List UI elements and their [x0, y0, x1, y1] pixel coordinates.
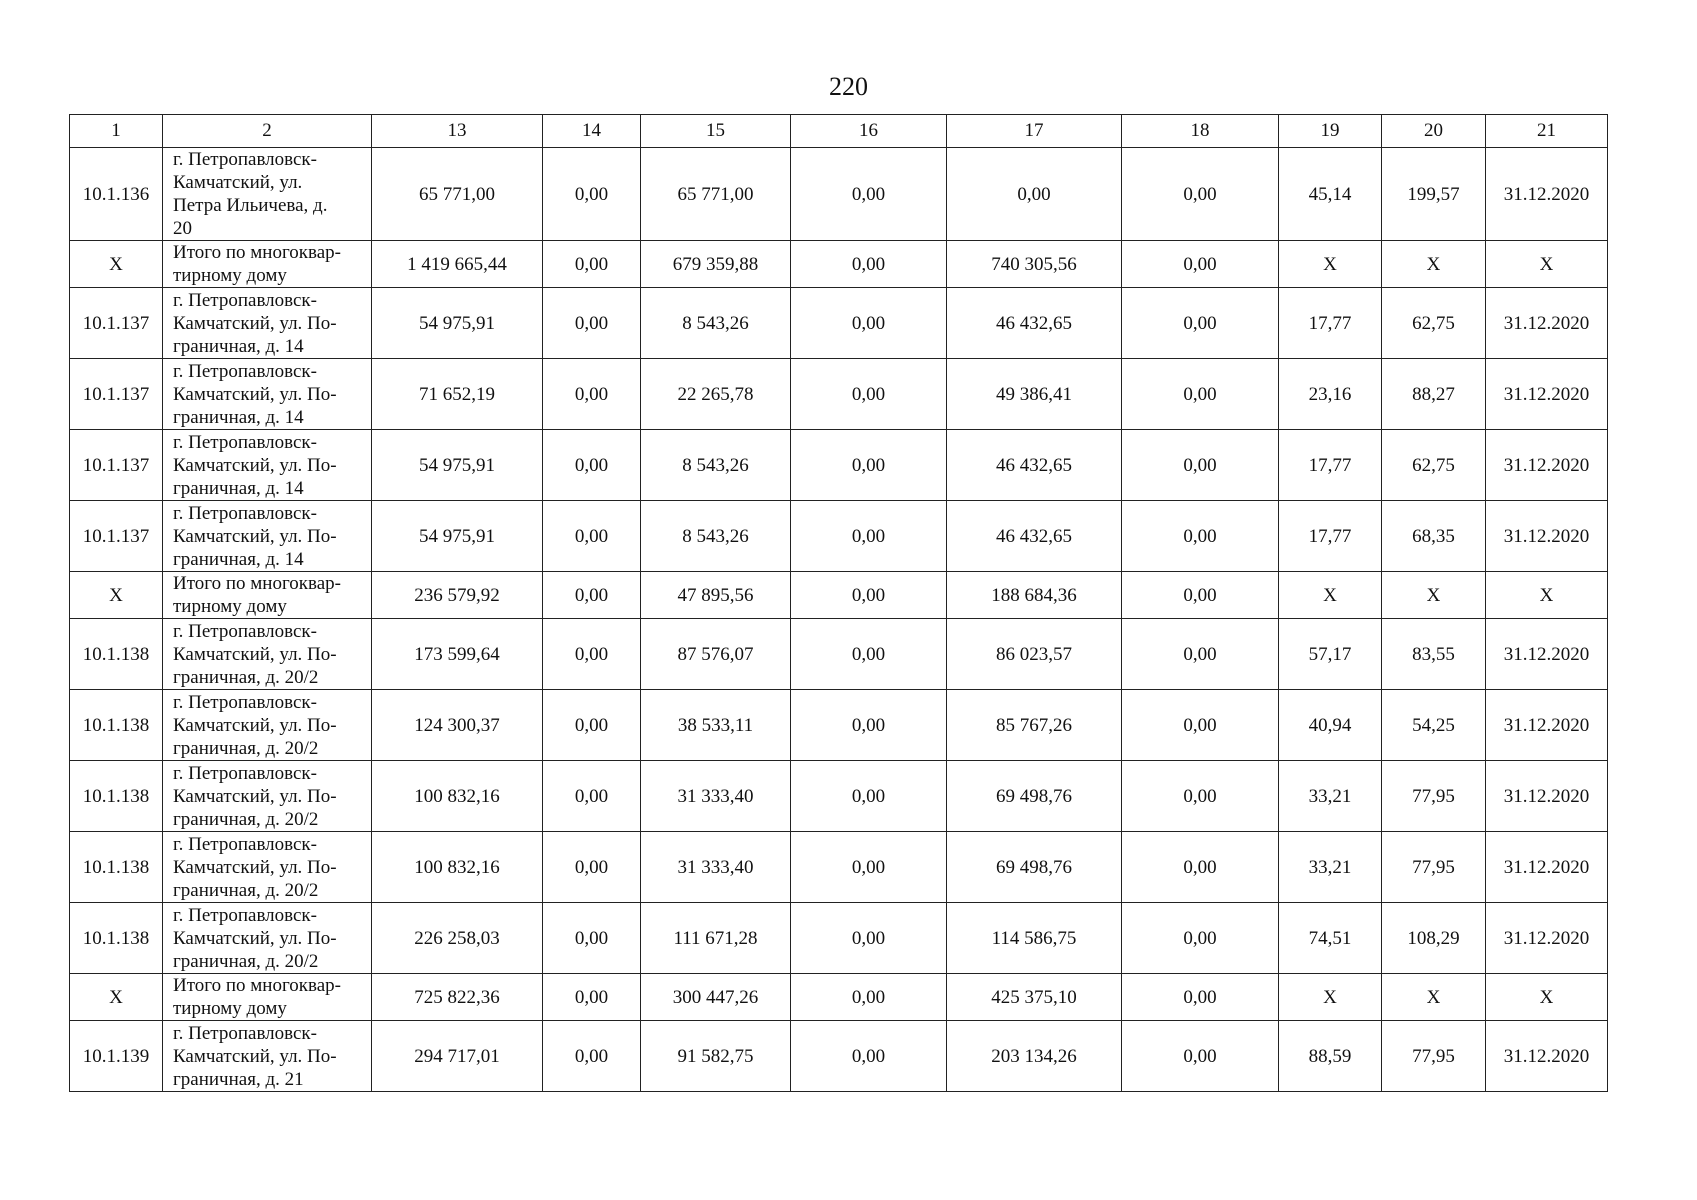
row-number-cell: 10.1.137	[70, 501, 163, 572]
row-number-cell: 10.1.139	[70, 1021, 163, 1092]
col15-value-cell: 111 671,28	[641, 903, 791, 974]
col15-value-cell: 38 533,11	[641, 690, 791, 761]
deadline-date-cell: 31.12.2020	[1486, 619, 1608, 690]
col17-value-cell: 69 498,76	[947, 832, 1122, 903]
address-cell: г. Петропавловск- Камчатский, ул. По- граничная, д. 21	[163, 1021, 372, 1092]
table-row	[70, 501, 1608, 572]
col16-value-cell: 0,00	[791, 288, 947, 359]
col17-value-cell: 740 305,56	[947, 241, 1122, 288]
col17-value-cell: 114 586,75	[947, 903, 1122, 974]
row-number-cell: 10.1.138	[70, 903, 163, 974]
row-number-cell: 10.1.137	[70, 430, 163, 501]
col14-value-cell: 0,00	[543, 572, 641, 619]
col19-value-cell: 17,77	[1279, 501, 1382, 572]
col18-value-cell: 0,00	[1122, 501, 1279, 572]
col13-value-cell: 71 652,19	[372, 359, 543, 430]
address-cell: г. Петропавловск- Камчатский, ул. По- граничная, д. 20/2	[163, 832, 372, 903]
column-header: 19	[1279, 115, 1382, 148]
address-cell: г. Петропавловск- Камчатский, ул. По- граничная, д. 14	[163, 501, 372, 572]
col14-value-cell: 0,00	[543, 1021, 641, 1092]
col20-value-cell: 77,95	[1382, 1021, 1486, 1092]
col13-value-cell: 65 771,00	[372, 148, 543, 241]
table-body	[70, 115, 1608, 1092]
table-row	[70, 832, 1608, 903]
col16-value-cell: 0,00	[791, 241, 947, 288]
column-header: 18	[1122, 115, 1279, 148]
deadline-date-cell: 31.12.2020	[1486, 288, 1608, 359]
col19-value-cell: 33,21	[1279, 832, 1382, 903]
deadline-date-cell: 31.12.2020	[1486, 690, 1608, 761]
col19-value-cell: 33,21	[1279, 761, 1382, 832]
deadline-date-cell: X	[1486, 974, 1608, 1021]
col16-value-cell: 0,00	[791, 761, 947, 832]
table-row	[70, 1021, 1608, 1092]
col19-value-cell: 57,17	[1279, 619, 1382, 690]
deadline-date-cell: 31.12.2020	[1486, 832, 1608, 903]
table-row	[70, 619, 1608, 690]
col16-value-cell: 0,00	[791, 974, 947, 1021]
address-cell: г. Петропавловск- Камчатский, ул. По- граничная, д. 14	[163, 359, 372, 430]
col16-value-cell: 0,00	[791, 619, 947, 690]
col14-value-cell: 0,00	[543, 430, 641, 501]
col16-value-cell: 0,00	[791, 501, 947, 572]
column-header: 15	[641, 115, 791, 148]
col20-value-cell: 62,75	[1382, 288, 1486, 359]
col18-value-cell: 0,00	[1122, 288, 1279, 359]
column-header: 1	[70, 115, 163, 148]
table-row	[70, 690, 1608, 761]
address-cell: Итого по многоквар- тирному дому	[163, 974, 372, 1021]
col15-value-cell: 679 359,88	[641, 241, 791, 288]
col15-value-cell: 8 543,26	[641, 430, 791, 501]
col16-value-cell: 0,00	[791, 359, 947, 430]
col20-value-cell: 88,27	[1382, 359, 1486, 430]
col20-value-cell: 199,57	[1382, 148, 1486, 241]
col13-value-cell: 100 832,16	[372, 832, 543, 903]
col18-value-cell: 0,00	[1122, 430, 1279, 501]
column-header: 14	[543, 115, 641, 148]
column-header: 16	[791, 115, 947, 148]
col18-value-cell: 0,00	[1122, 974, 1279, 1021]
address-cell: г. Петропавловск- Камчатский, ул. По- граничная, д. 14	[163, 430, 372, 501]
table-row	[70, 288, 1608, 359]
address-cell: г. Петропавловск- Камчатский, ул. По- граничная, д. 20/2	[163, 690, 372, 761]
col14-value-cell: 0,00	[543, 241, 641, 288]
col20-value-cell: 68,35	[1382, 501, 1486, 572]
col17-value-cell: 203 134,26	[947, 1021, 1122, 1092]
deadline-date-cell: 31.12.2020	[1486, 430, 1608, 501]
col17-value-cell: 425 375,10	[947, 974, 1122, 1021]
column-header: 17	[947, 115, 1122, 148]
col13-value-cell: 54 975,91	[372, 430, 543, 501]
table-row	[70, 761, 1608, 832]
col20-value-cell: 62,75	[1382, 430, 1486, 501]
col15-value-cell: 8 543,26	[641, 501, 791, 572]
col13-value-cell: 226 258,03	[372, 903, 543, 974]
col16-value-cell: 0,00	[791, 690, 947, 761]
col18-value-cell: 0,00	[1122, 359, 1279, 430]
address-cell: г. Петропавловск- Камчатский, ул. Петра Ильичева, д. 20	[163, 148, 372, 241]
col14-value-cell: 0,00	[543, 974, 641, 1021]
row-number-cell: 10.1.137	[70, 359, 163, 430]
col19-value-cell: 23,16	[1279, 359, 1382, 430]
col13-value-cell: 54 975,91	[372, 501, 543, 572]
col19-value-cell: X	[1279, 974, 1382, 1021]
col17-value-cell: 0,00	[947, 148, 1122, 241]
col13-value-cell: 236 579,92	[372, 572, 543, 619]
col14-value-cell: 0,00	[543, 501, 641, 572]
row-number-cell: 10.1.138	[70, 761, 163, 832]
col13-value-cell: 294 717,01	[372, 1021, 543, 1092]
page-number: 220	[829, 72, 868, 101]
row-number-cell: X	[70, 572, 163, 619]
total-row	[70, 974, 1608, 1021]
col14-value-cell: 0,00	[543, 832, 641, 903]
col14-value-cell: 0,00	[543, 288, 641, 359]
deadline-date-cell: 31.12.2020	[1486, 903, 1608, 974]
table-row	[70, 903, 1608, 974]
column-header: 13	[372, 115, 543, 148]
col19-value-cell: 45,14	[1279, 148, 1382, 241]
col19-value-cell: X	[1279, 572, 1382, 619]
column-number-header-row	[70, 115, 1608, 148]
address-cell: г. Петропавловск- Камчатский, ул. По- граничная, д. 20/2	[163, 761, 372, 832]
col15-value-cell: 65 771,00	[641, 148, 791, 241]
col18-value-cell: 0,00	[1122, 148, 1279, 241]
deadline-date-cell: X	[1486, 241, 1608, 288]
col15-value-cell: 47 895,56	[641, 572, 791, 619]
col19-value-cell: 40,94	[1279, 690, 1382, 761]
col15-value-cell: 31 333,40	[641, 761, 791, 832]
deadline-date-cell: 31.12.2020	[1486, 359, 1608, 430]
table-row	[70, 359, 1608, 430]
address-cell: г. Петропавловск- Камчатский, ул. По- граничная, д. 14	[163, 288, 372, 359]
col16-value-cell: 0,00	[791, 572, 947, 619]
col15-value-cell: 22 265,78	[641, 359, 791, 430]
col14-value-cell: 0,00	[543, 903, 641, 974]
col15-value-cell: 31 333,40	[641, 832, 791, 903]
column-header: 2	[163, 115, 372, 148]
row-number-cell: 10.1.138	[70, 690, 163, 761]
col16-value-cell: 0,00	[791, 430, 947, 501]
col20-value-cell: 77,95	[1382, 832, 1486, 903]
deadline-date-cell: 31.12.2020	[1486, 1021, 1608, 1092]
col19-value-cell: 17,77	[1279, 288, 1382, 359]
table-row	[70, 148, 1608, 241]
address-cell: г. Петропавловск- Камчатский, ул. По- граничная, д. 20/2	[163, 619, 372, 690]
column-header: 20	[1382, 115, 1486, 148]
table-row	[70, 430, 1608, 501]
col13-value-cell: 100 832,16	[372, 761, 543, 832]
col13-value-cell: 173 599,64	[372, 619, 543, 690]
row-number-cell: 10.1.138	[70, 619, 163, 690]
col14-value-cell: 0,00	[543, 761, 641, 832]
col17-value-cell: 69 498,76	[947, 761, 1122, 832]
address-cell: г. Петропавловск- Камчатский, ул. По- граничная, д. 20/2	[163, 903, 372, 974]
col20-value-cell: X	[1382, 572, 1486, 619]
col16-value-cell: 0,00	[791, 903, 947, 974]
col20-value-cell: X	[1382, 241, 1486, 288]
address-cell: Итого по многоквар- тирному дому	[163, 572, 372, 619]
col18-value-cell: 0,00	[1122, 832, 1279, 903]
col20-value-cell: 83,55	[1382, 619, 1486, 690]
col19-value-cell: 88,59	[1279, 1021, 1382, 1092]
row-number-cell: 10.1.138	[70, 832, 163, 903]
col18-value-cell: 0,00	[1122, 241, 1279, 288]
deadline-date-cell: 31.12.2020	[1486, 501, 1608, 572]
col15-value-cell: 300 447,26	[641, 974, 791, 1021]
col17-value-cell: 46 432,65	[947, 430, 1122, 501]
col15-value-cell: 91 582,75	[641, 1021, 791, 1092]
col14-value-cell: 0,00	[543, 690, 641, 761]
col20-value-cell: 108,29	[1382, 903, 1486, 974]
col15-value-cell: 8 543,26	[641, 288, 791, 359]
col19-value-cell: 74,51	[1279, 903, 1382, 974]
col13-value-cell: 124 300,37	[372, 690, 543, 761]
col18-value-cell: 0,00	[1122, 903, 1279, 974]
col18-value-cell: 0,00	[1122, 572, 1279, 619]
col18-value-cell: 0,00	[1122, 761, 1279, 832]
col18-value-cell: 0,00	[1122, 690, 1279, 761]
address-cell: Итого по многоквар- тирному дому	[163, 241, 372, 288]
col13-value-cell: 1 419 665,44	[372, 241, 543, 288]
deadline-date-cell: 31.12.2020	[1486, 761, 1608, 832]
col19-value-cell: 17,77	[1279, 430, 1382, 501]
total-row	[70, 241, 1608, 288]
deadline-date-cell: 31.12.2020	[1486, 148, 1608, 241]
total-row	[70, 572, 1608, 619]
col14-value-cell: 0,00	[543, 148, 641, 241]
deadline-date-cell: X	[1486, 572, 1608, 619]
col20-value-cell: X	[1382, 974, 1486, 1021]
col13-value-cell: 725 822,36	[372, 974, 543, 1021]
data-table	[69, 114, 1608, 1092]
col18-value-cell: 0,00	[1122, 1021, 1279, 1092]
col17-value-cell: 46 432,65	[947, 501, 1122, 572]
col15-value-cell: 87 576,07	[641, 619, 791, 690]
row-number-cell: 10.1.136	[70, 148, 163, 241]
col16-value-cell: 0,00	[791, 1021, 947, 1092]
col17-value-cell: 85 767,26	[947, 690, 1122, 761]
row-number-cell: X	[70, 241, 163, 288]
col18-value-cell: 0,00	[1122, 619, 1279, 690]
col17-value-cell: 86 023,57	[947, 619, 1122, 690]
col13-value-cell: 54 975,91	[372, 288, 543, 359]
col14-value-cell: 0,00	[543, 619, 641, 690]
col19-value-cell: X	[1279, 241, 1382, 288]
col20-value-cell: 54,25	[1382, 690, 1486, 761]
row-number-cell: X	[70, 974, 163, 1021]
col20-value-cell: 77,95	[1382, 761, 1486, 832]
col17-value-cell: 46 432,65	[947, 288, 1122, 359]
col16-value-cell: 0,00	[791, 832, 947, 903]
col16-value-cell: 0,00	[791, 148, 947, 241]
col14-value-cell: 0,00	[543, 359, 641, 430]
row-number-cell: 10.1.137	[70, 288, 163, 359]
col17-value-cell: 49 386,41	[947, 359, 1122, 430]
column-header: 21	[1486, 115, 1608, 148]
col17-value-cell: 188 684,36	[947, 572, 1122, 619]
